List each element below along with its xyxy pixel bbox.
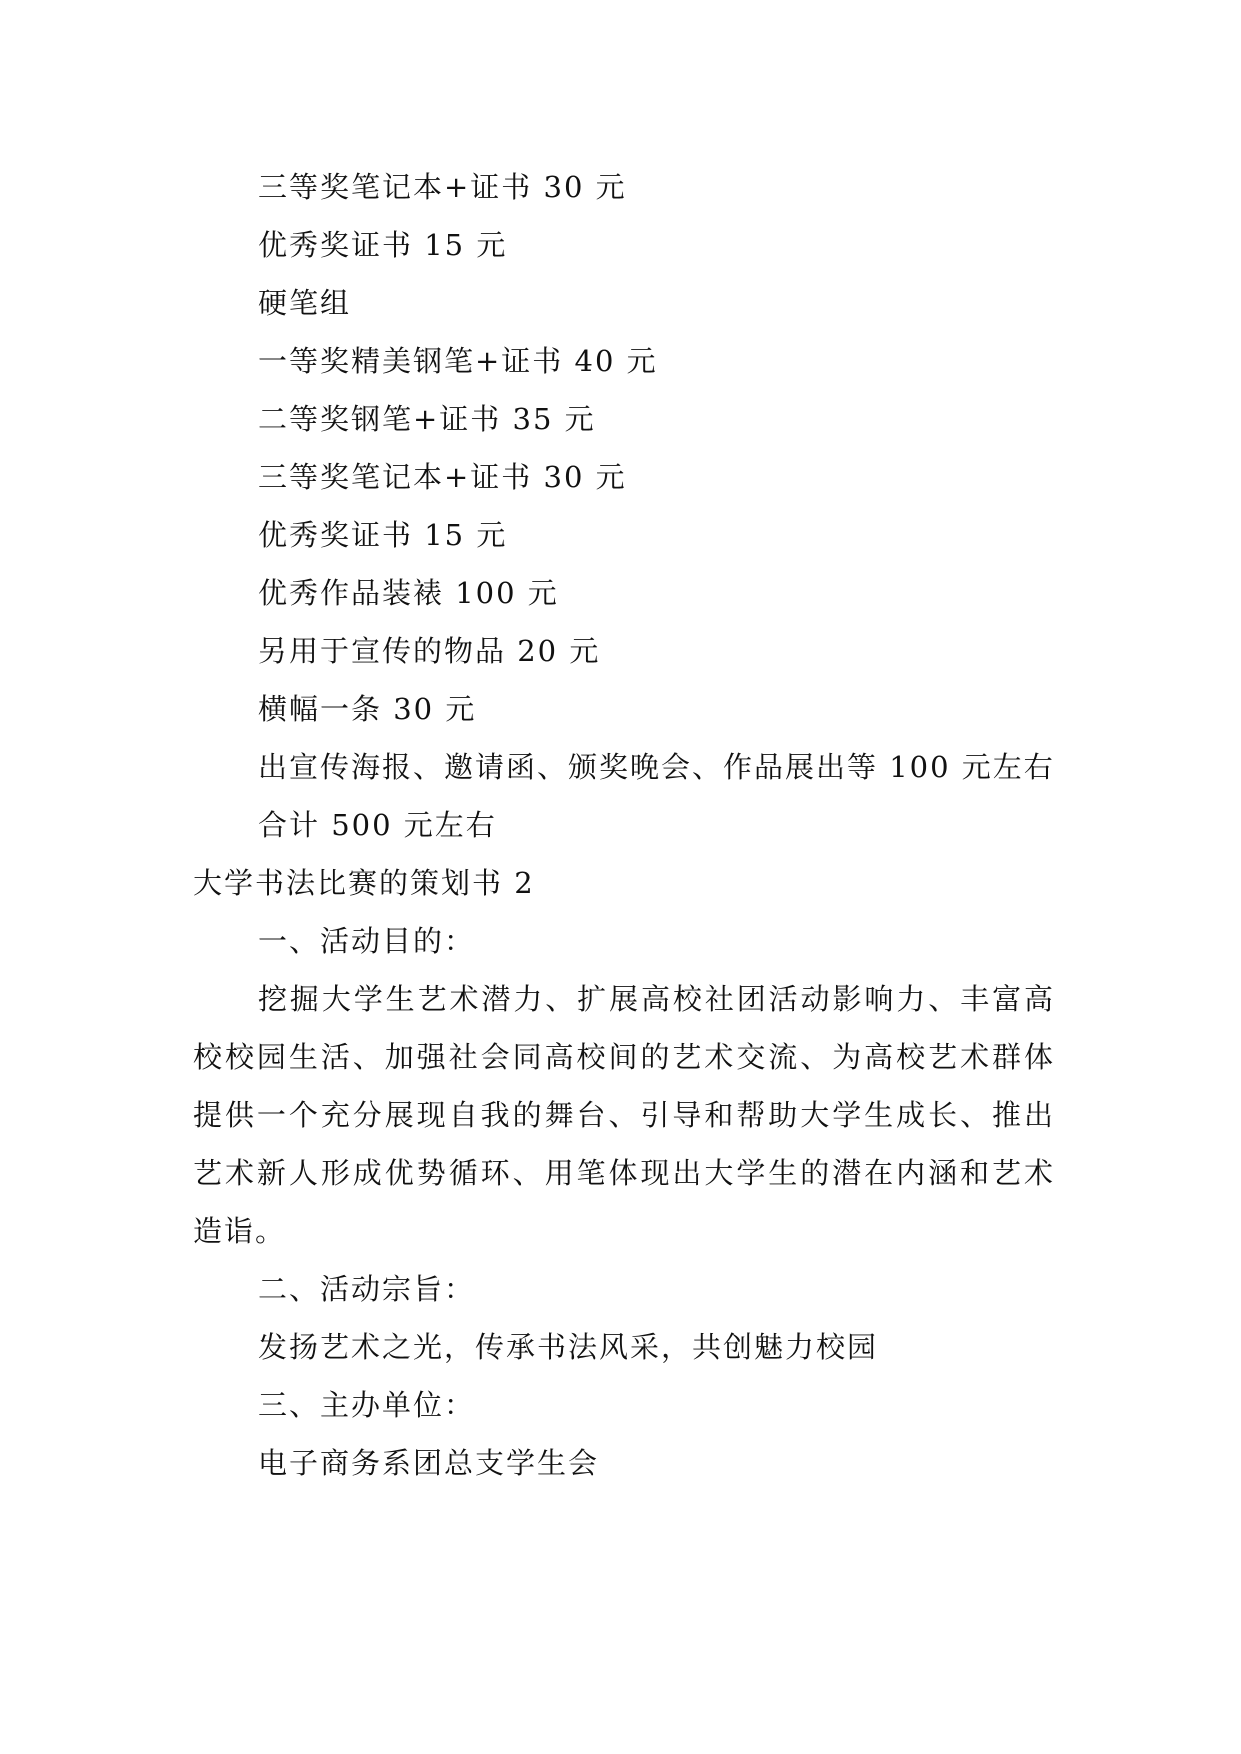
aim-heading: 二、活动宗旨：: [258, 1272, 476, 1306]
organizer-heading: 三、主办单位：: [258, 1388, 476, 1422]
cost-line-banner: 横幅一条 30 元: [258, 692, 477, 726]
prize-line-excellent-hardpen: 优秀奖证书 15 元: [258, 518, 508, 552]
cost-line-mounting: 优秀作品装裱 100 元: [258, 576, 559, 610]
aim-text: 发扬艺术之光，传承书法风采，共创魅力校园: [258, 1330, 879, 1364]
prize-line-excellent-softpen: 优秀奖证书 15 元: [258, 228, 508, 262]
document-body: [193, 158, 1055, 1492]
prize-line-third-softpen: 三等奖笔记本+证书 30 元: [258, 170, 627, 204]
purpose-heading: 一、活动目的：: [258, 924, 476, 958]
cost-total: 合计 500 元左右: [258, 808, 497, 842]
purpose-paragraph: 挖掘大学生艺术潜力、扩展高校社团活动影响力、丰富高校校园生活、加强社会同高校间的艺术交流、为高校艺术群体提供一个充分展现自我的舞台、引导和帮助大学生成长、推出艺术新人形成优势循环、用笔体现出大学生的潜在内涵和艺术造诣。: [193, 982, 1055, 1248]
prize-line-second-hardpen: 二等奖钢笔+证书 35 元: [258, 402, 596, 436]
prize-line-third-hardpen: 三等奖笔记本+证书 30 元: [258, 460, 627, 494]
cost-line-promo-items: 另用于宣传的物品 20 元: [258, 634, 601, 668]
group-heading-hardpen: 硬笔组: [258, 286, 352, 320]
organizer-text: 电子商务系团总支学生会: [258, 1446, 600, 1480]
prize-line-first-hardpen: 一等奖精美钢笔+证书 40 元: [258, 344, 658, 378]
section-title: 大学书法比赛的策划书 2: [193, 866, 535, 900]
cost-paragraph-promo: 出宣传海报、邀请函、颁奖晚会、作品展出等 100 元左右: [258, 750, 1055, 784]
